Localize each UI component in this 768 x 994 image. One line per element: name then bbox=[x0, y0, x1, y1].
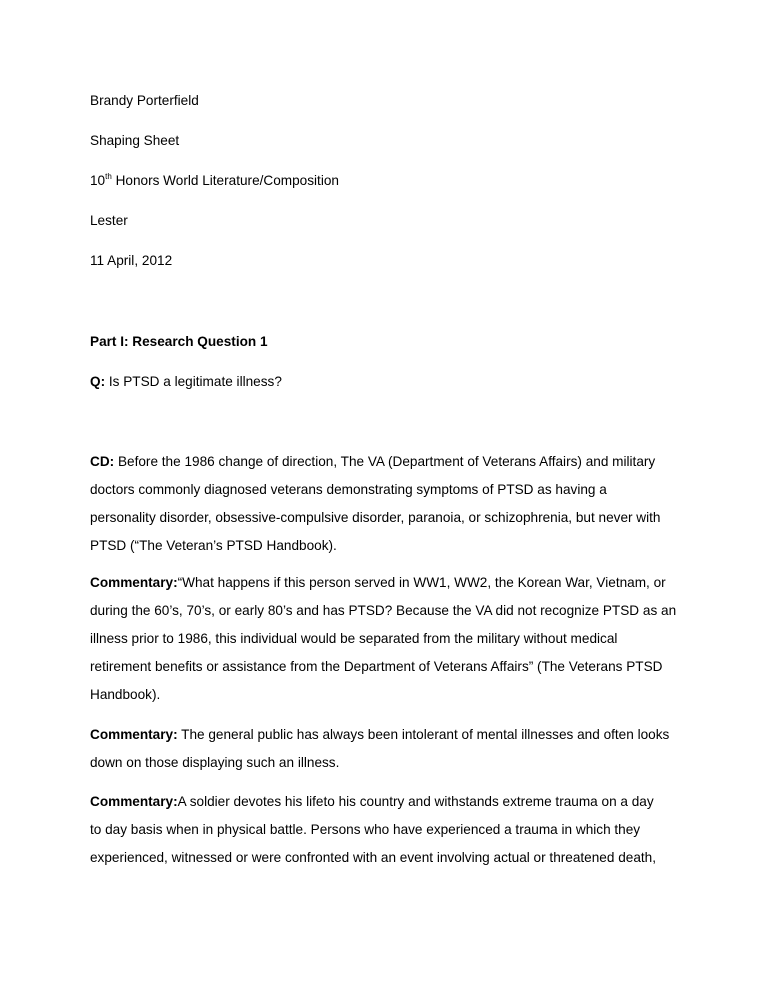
course-line bbox=[90, 173, 339, 189]
cd-label: CD: bbox=[90, 454, 115, 469]
commentary-1-label: Commentary: bbox=[90, 575, 178, 590]
commentary-3-line-3: experienced, witnessed or were confronted with an event involving actual or threatened death, bbox=[90, 850, 656, 865]
commentary-2-line-1 bbox=[90, 727, 669, 743]
course-number: 10 bbox=[90, 173, 106, 188]
commentary-1-line-5: Handbook). bbox=[90, 687, 161, 702]
part-heading: Part I: Research Question 1 bbox=[90, 334, 268, 349]
cd-line-3: personality disorder, obsessive-compulsive disorder, paranoia, or schizophrenia, but never with bbox=[90, 510, 661, 525]
commentary-2-text-1: The general public has always been intolerant of mental illnesses and often looks bbox=[177, 727, 670, 742]
cd-text-1: Before the 1986 change of direction, The VA (Department of Veterans Affairs) and military bbox=[114, 454, 656, 469]
teacher-name: Lester bbox=[90, 213, 128, 228]
cd-line-2: doctors commonly diagnosed veterans demonstrating symptoms of PTSD as having a bbox=[90, 482, 607, 497]
commentary-1-line-1 bbox=[90, 575, 666, 591]
commentary-3-line-1 bbox=[90, 794, 654, 810]
assignment-title: Shaping Sheet bbox=[90, 133, 180, 148]
question-text: Is PTSD a legitimate illness? bbox=[105, 374, 282, 389]
question-label: Q: bbox=[90, 374, 106, 389]
question-line bbox=[90, 374, 282, 390]
commentary-3-label: Commentary: bbox=[90, 794, 178, 809]
commentary-3-line-2: to day basis when in physical battle. Persons who have experienced a trauma in which they bbox=[90, 822, 641, 837]
commentary-3-text-1: A soldier devotes his lifeto his country and withstands extreme trauma on a day bbox=[177, 794, 654, 809]
commentary-1-line-3: illness prior to 1986, this individual would be separated from the military without medical bbox=[90, 631, 618, 646]
cd-line-1 bbox=[90, 454, 655, 470]
commentary-1-line-4: retirement benefits or assistance from the Department of Veterans Affairs” (The Veterans PTSD bbox=[90, 659, 663, 674]
document-date: 11 April, 2012 bbox=[90, 253, 173, 268]
commentary-2-label: Commentary: bbox=[90, 727, 178, 742]
commentary-2-line-2: down on those displaying such an illness. bbox=[90, 755, 340, 770]
cd-line-4: PTSD (“The Veteran’s PTSD Handbook). bbox=[90, 538, 337, 553]
course-suffix: th bbox=[105, 172, 112, 181]
author-name: Brandy Porterfield bbox=[90, 93, 199, 108]
commentary-1-text-1: “What happens if this person served in WW1, WW2, the Korean War, Vietnam, or bbox=[177, 575, 666, 590]
course-name: Honors World Literature/Composition bbox=[111, 173, 339, 188]
commentary-1-line-2: during the 60’s, 70’s, or early 80’s and has PTSD? Because the VA did not recognize PTSD as an bbox=[90, 603, 677, 618]
